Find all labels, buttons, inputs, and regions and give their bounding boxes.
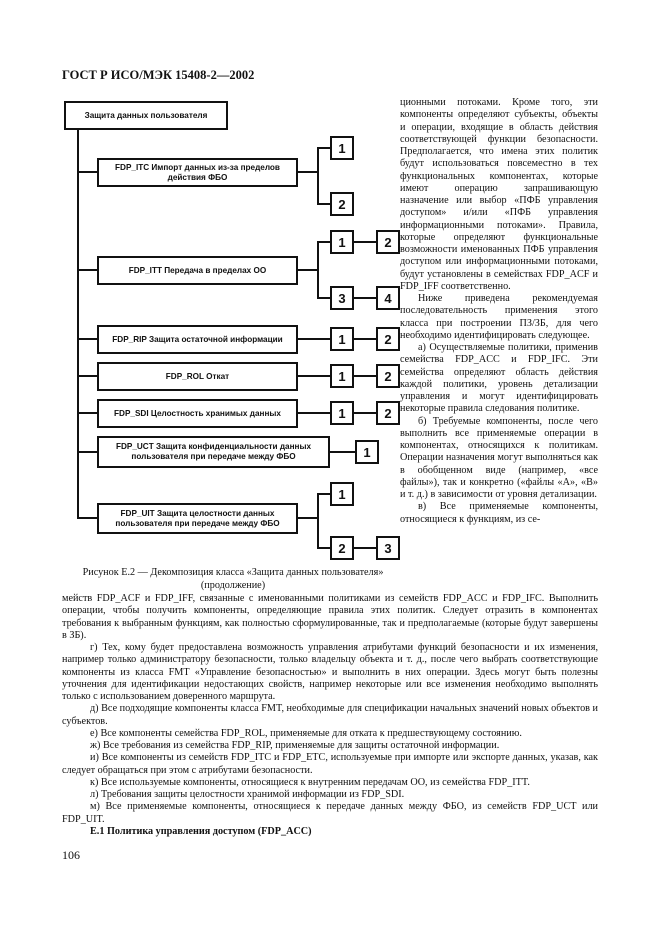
- paragraph: м) Все применяемые компоненты, относящиеся к передаче данных между ФБО, из семейств FDP_UCT или FDP_UIT.: [62, 801, 598, 825]
- component-box: 2: [376, 401, 400, 425]
- component-box: 3: [330, 286, 354, 310]
- right-column-text: [400, 97, 598, 526]
- document-header: ГОСТ Р ИСО/МЭК 15408-2—2002: [62, 68, 255, 82]
- component-box: 2: [330, 536, 354, 560]
- component-box: 1: [330, 364, 354, 388]
- family-box-itc: FDP_ITC Импорт данных из-за пределов действия ФБО: [97, 158, 298, 187]
- paragraph: в) Все применяемые компоненты, относящиеся к функциям, из се-: [400, 501, 598, 525]
- paragraph: к) Все используемые компоненты, относящиеся к внутренним передачам ОО, из семейства FDP_ITT.: [90, 776, 530, 788]
- paragraph: д) Все подходящие компоненты класса FMT, необходимые для спецификации начальных значений новых объектов и субъектов.: [62, 703, 598, 727]
- component-box: 1: [330, 230, 354, 254]
- paragraph: л) Требования защиты целостности хранимой информации из FDP_SDI.: [90, 789, 405, 800]
- caption-line: Рисунок Е.2 — Декомпозиция класса «Защита данных пользователя»: [82, 567, 384, 578]
- paragraph: мейств FDP_ACF и FDP_IFF, связанные с именованными политиками из семейств FDP_ACC и FDP_IFC. Выполнить операции, чтобы получить компоненты, определяющие правила этих политик. Следует отразить в компонентах требования к выбранным функциям, как полностью сформулированные, так и предполагаемые (которые будут завершены в ЗБ).: [62, 593, 598, 641]
- paragraph: е) Все компоненты семейства FDP_ROL, применяемые для отката к предшествующему состоянию.: [90, 727, 522, 739]
- component-box: 1: [330, 401, 354, 425]
- component-box: 2: [376, 364, 400, 388]
- paragraph: г) Тех, кому будет предоставлена возможность управления атрибутами функций безопасности и их изменения, например только администратору безопасности, только владельцу объекта и т. д., после чего выбрать соответствующие компоненты из класса FMT «Управление безопасностью» и выполнить в них операции. Здесь могут быть полезны уточнения для идентификации недостающих свойств, например некоторые или все изменения необходимо выполнять только с использованием доверенного маршрута.: [62, 642, 598, 702]
- paragraph: ж) Все требования из семейства FDP_RIP, применяемые для защиты остаточной информации.: [90, 740, 500, 751]
- component-box: 2: [330, 192, 354, 216]
- paragraph: и) Все компоненты из семейств FDP_ITC и FDP_ETC, используемые при импорте или экспорте данных, указав, как следует обращаться при этом с атрибутами безопасности.: [62, 752, 598, 776]
- component-box: 4: [376, 286, 400, 310]
- component-box: 1: [330, 136, 354, 160]
- component-box: 1: [355, 440, 379, 464]
- body-text: [62, 593, 598, 838]
- section-heading: Е.1 Политика управления доступом (FDP_ACC): [90, 825, 312, 837]
- family-box-rol: FDP_ROL Откат: [97, 362, 298, 391]
- component-box: 1: [330, 482, 354, 506]
- family-box-uit: FDP_UIT Защита целостности данных пользователя при передаче между ФБО: [97, 503, 298, 534]
- caption-line: (продолжение): [200, 579, 266, 591]
- paragraph: Ниже приведена рекомендуемая последовательность применения этого класса при построении ПЗ/ЗБ, для чего необходимо идентифицировать следующее.: [400, 293, 598, 341]
- component-box: 2: [376, 230, 400, 254]
- component-box: 3: [376, 536, 400, 560]
- family-box-itt: FDP_ITT Передача в пределах ОО: [97, 256, 298, 285]
- paragraph: ционными потоками. Кроме того, эти компоненты определяют субъекты, объекты и операции, входящие в область действия соответствующей функции безопасности. Предполагается, что имена этих политик будут использоваться повсеместно в тех функциональных компонентах, которые имеют операцию запрашивающую назначение или выбор «ПФБ управления доступом» и/или «ПФБ управления информационными потоками». Правила, которые определяют функциональные возможности именованных ПФБ управления доступом или информационными потоками, будут установлены в семействах FDP_ACF и FDP_IFF соответственно.: [400, 97, 598, 292]
- component-box: 1: [330, 327, 354, 351]
- figure-caption: [66, 567, 400, 592]
- family-box-uct: FDP_UCT Защита конфиденциальности данных пользователя при передаче между ФБО: [97, 436, 330, 468]
- paragraph: а) Осуществляемые политики, применив семейства FDP_ACC и FDP_IFC. Эти семейства определяют область действия каждой политики, уровень детализации управления и могут идентифицировать некоторые правила следования политике.: [400, 342, 598, 415]
- root-box: Защита данных пользователя: [64, 101, 228, 130]
- family-box-rip: FDP_RIP Защита остаточной информации: [97, 325, 298, 354]
- component-box: 2: [376, 327, 400, 351]
- family-box-sdi: FDP_SDI Целостность хранимых данных: [97, 399, 298, 428]
- page-number: 106: [62, 848, 80, 862]
- paragraph: б) Требуемые компоненты, после чего выполнить все применяемые операции в компонентах, относящихся к политикам. Операции назначения могут выполняться как в обобщенном виде (например, «все файлы»), так и конкретно («файлы «А», «В» и т. д.) в зависимости от уровня детализации.: [400, 415, 598, 500]
